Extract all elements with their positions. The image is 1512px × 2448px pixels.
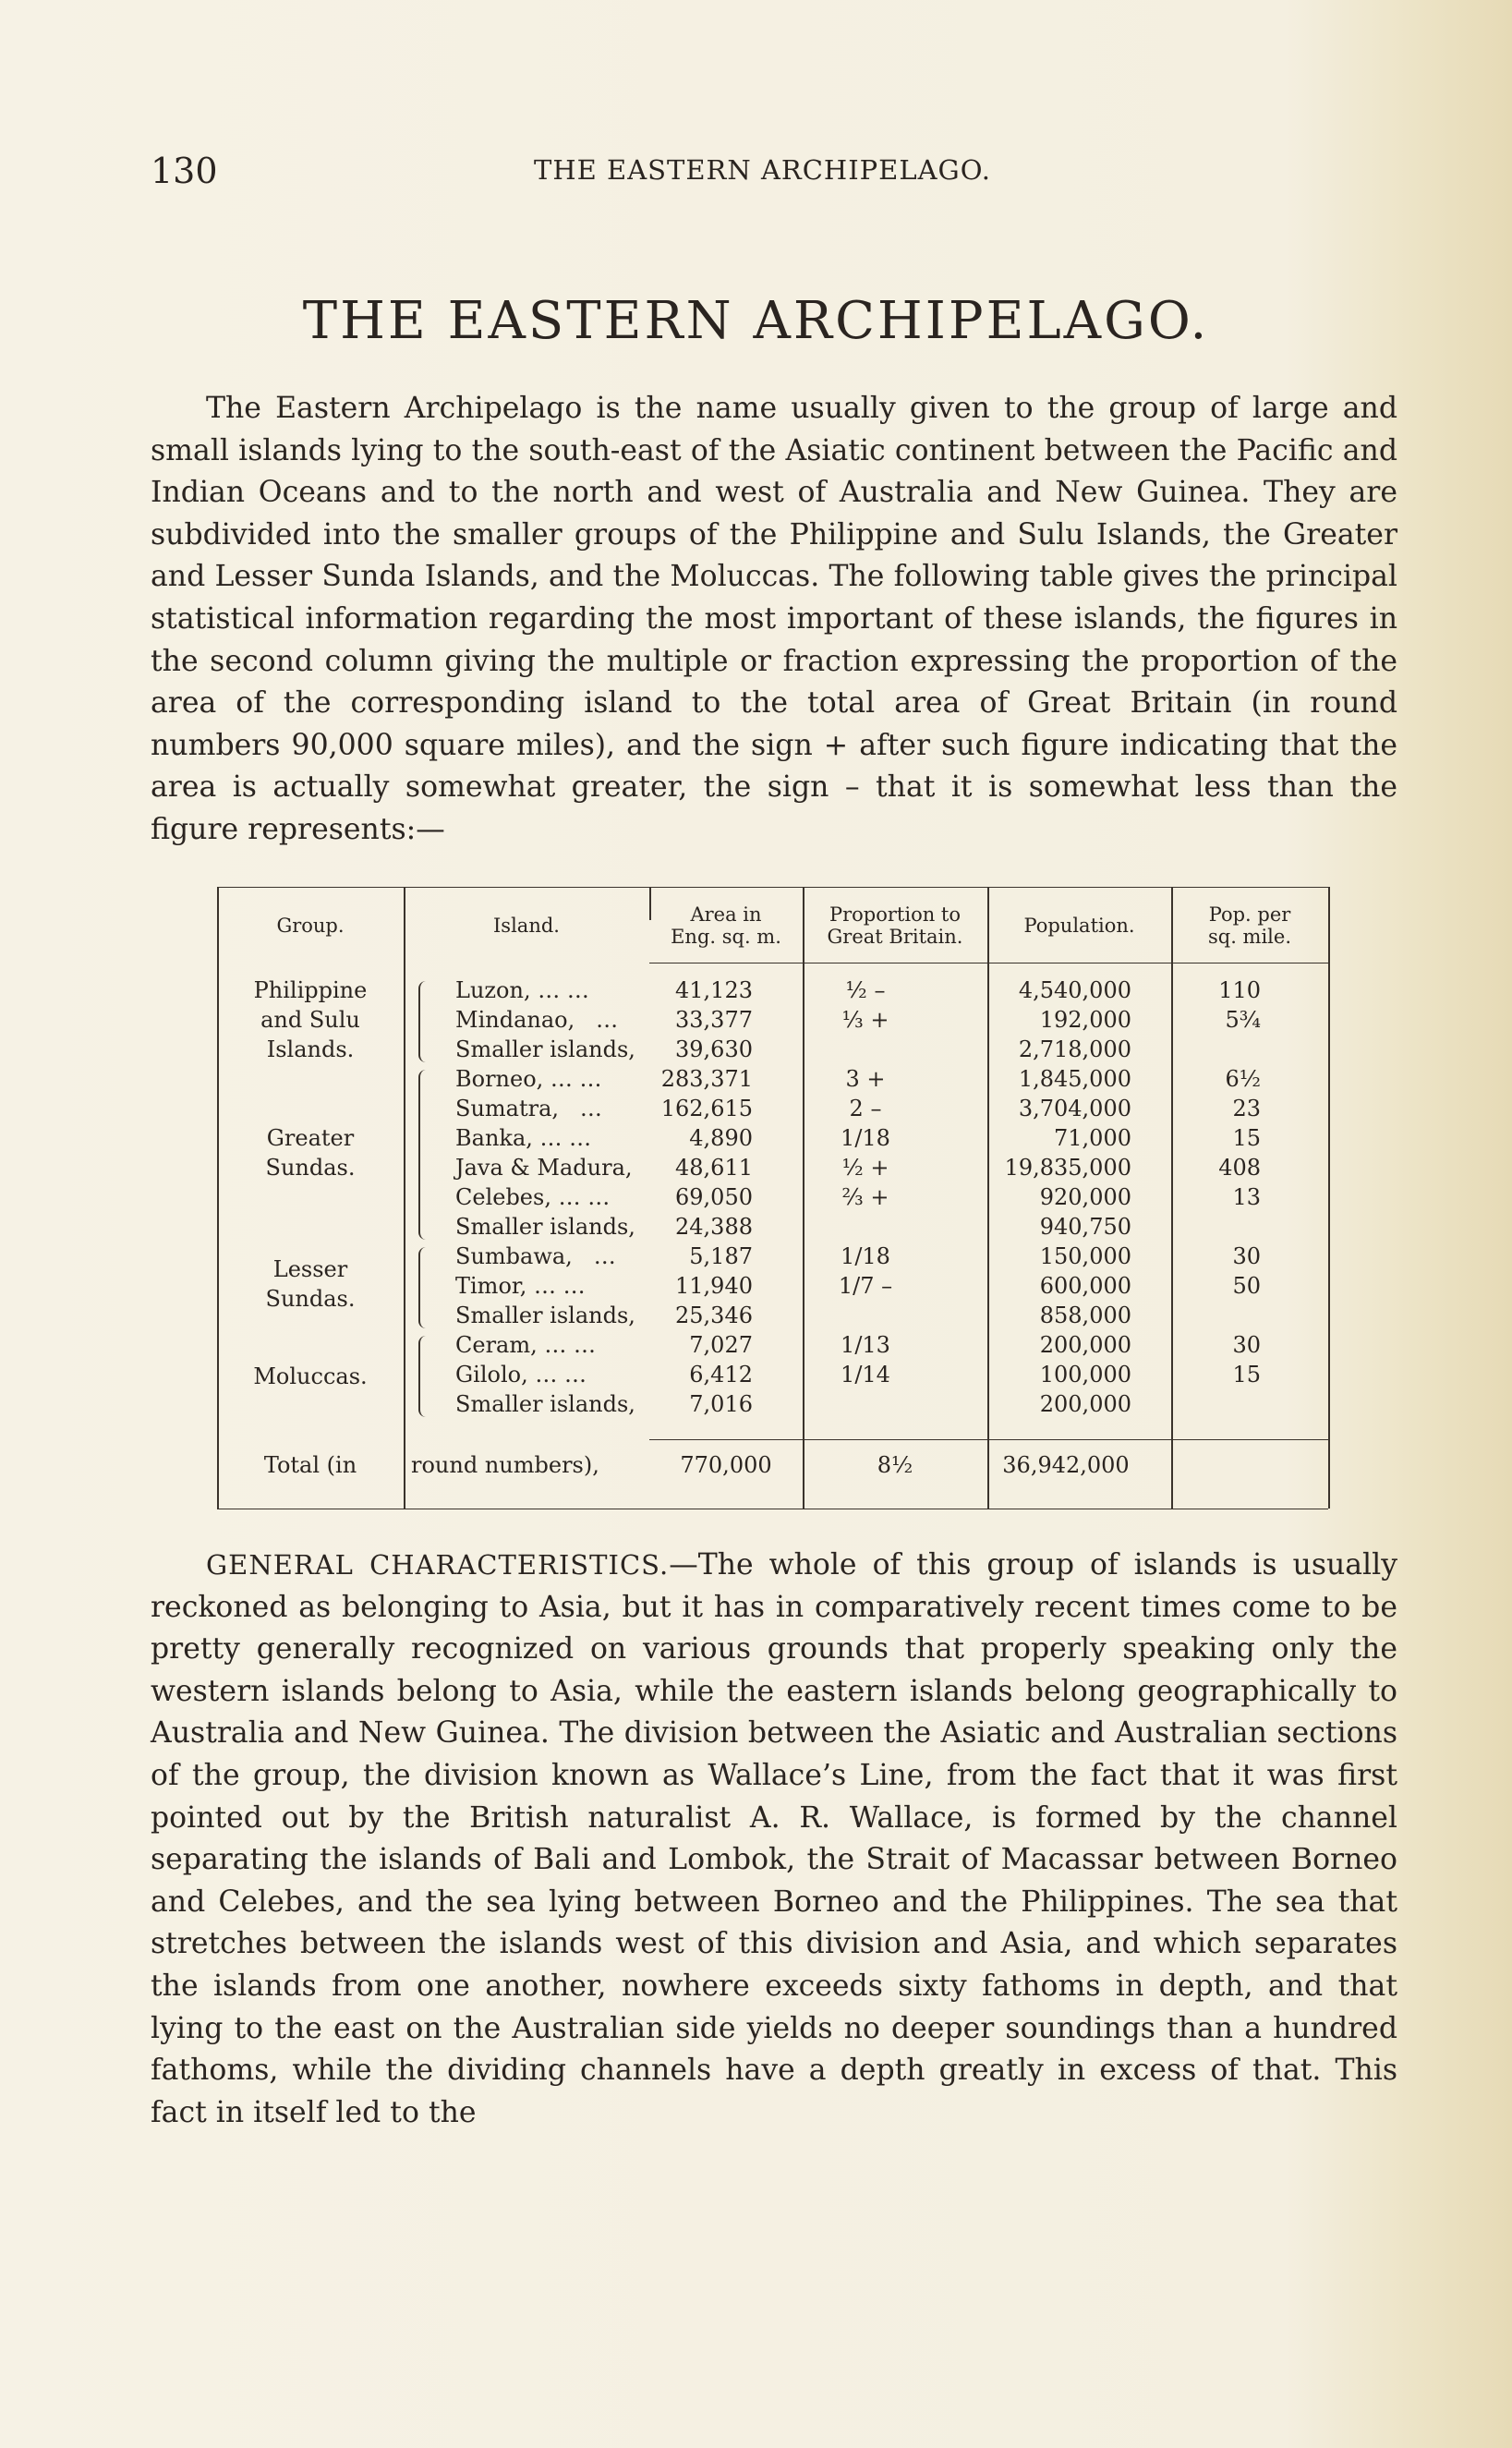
proportion-cell: 1/18 xyxy=(841,1243,890,1269)
proportion-cell: 1/18 xyxy=(841,1125,890,1151)
proportion-cell: ½ – xyxy=(845,977,886,1003)
island-cell: Java & Madura, xyxy=(455,1155,633,1181)
proportion-cell: ⅓ + xyxy=(841,1007,889,1033)
population-cell: 71,000 xyxy=(1054,1125,1131,1151)
density-cell: 30 xyxy=(1232,1332,1261,1358)
group-line: Sundas. xyxy=(265,1155,356,1181)
header-density-line: Pop. per xyxy=(1208,903,1291,926)
group-line: Lesser xyxy=(272,1256,348,1282)
header-area xyxy=(649,903,803,948)
table-row xyxy=(217,1330,1328,1360)
table-rule xyxy=(217,887,1328,888)
area-cell: 24,388 xyxy=(675,1214,753,1240)
area-cell: 4,890 xyxy=(689,1125,753,1151)
island-cell: Mindanao, … xyxy=(455,1007,619,1033)
area-cell: 25,346 xyxy=(675,1303,753,1328)
population-cell: 100,000 xyxy=(1039,1362,1131,1388)
population-cell: 192,000 xyxy=(1039,1007,1131,1033)
group-line: Sundas. xyxy=(265,1286,356,1312)
intro-paragraph: The Eastern Archipelago is the name usually given to the group of large and small islands lying to the south-east of the Asiatic continent between the Pacific and Indian Oceans and to the north and west of Australia and New Guinea. They are subdivided into the smaller groups of the Philippine and Sulu Islands, the Greater and Lesser Sunda Islands, and the Moluccas. The following table gives the principal statistical information regarding the most important of these islands, the figures in the second column giving the multiple or fraction expressing the proportion of the area of the corresponding island to the total area of Great Britain (in round numbers 90,000 square miles), and the sign + after such figure indicating that the area is actually somewhat greater, the sign – that it is somewhat less than the figure represents:— xyxy=(151,392,1397,846)
group-line: Greater xyxy=(266,1125,355,1151)
table-row xyxy=(217,1242,1328,1271)
island-cell: Sumatra, … xyxy=(455,1096,602,1121)
area-cell: 7,027 xyxy=(689,1332,753,1358)
running-head xyxy=(151,151,1397,197)
population-cell: 2,718,000 xyxy=(1018,1036,1131,1062)
island-cell: Celebes, … … xyxy=(455,1184,611,1210)
header-density-line: sq. mile. xyxy=(1207,926,1292,948)
group-line: Islands. xyxy=(266,1036,355,1062)
table-row xyxy=(217,1212,1328,1242)
island-cell: Timor, … … xyxy=(455,1273,586,1299)
island-cell: Sumbawa, … xyxy=(455,1243,616,1269)
total-proportion: 8½ xyxy=(877,1452,913,1478)
population-cell: 200,000 xyxy=(1039,1332,1131,1358)
table-row xyxy=(217,1094,1328,1123)
statistics-table xyxy=(217,887,1328,1509)
section-text: —The whole of this group of islands is usually reckoned as belonging to Asia, but it has in comparatively recent times come to be pretty generally recognized on various grounds that properly speaking only the western islands belong to Asia, while the eastern islands belong geographically to Australia and New Guinea. The division between the Asiatic and Australian sections of the group, the division known as Wallace’s Line, from the fact that it was first pointed out by the British naturalist A. R. Wallace, is formed by the channel separating the islands of Bali and Lombok, the Strait of Macassar between Borneo and Celebes, and the sea lying between Borneo and the Philippines. The sea that stretches between the islands west of this division and Asia, and which separates the islands from one another, nowhere exceeds sixty fathoms in depth, and that lying to the east on the Australian side yields no deeper soundings than a hundred fathoms, while the dividing channels have a depth greatly in excess of that. This fact in itself led to the xyxy=(151,1548,1397,2129)
density-cell: 408 xyxy=(1218,1155,1261,1181)
total-area: 770,000 xyxy=(680,1452,772,1478)
group-line: and Sulu xyxy=(260,1007,360,1033)
area-cell: 69,050 xyxy=(675,1184,753,1210)
table-row xyxy=(217,1005,1328,1035)
header-island: Island. xyxy=(493,915,560,937)
island-cell: Luzon, … … xyxy=(455,977,589,1003)
area-cell: 11,940 xyxy=(675,1273,753,1299)
header-proportion-line: Proportion to xyxy=(829,903,962,926)
table-row xyxy=(217,1064,1328,1094)
group-line: Philippine xyxy=(253,977,368,1003)
header-density xyxy=(1171,903,1328,948)
density-cell: 15 xyxy=(1232,1362,1261,1388)
proportion-cell: 2 – xyxy=(849,1096,882,1121)
chapter-title: THE EASTERN ARCHIPELAGO. xyxy=(302,291,1210,351)
area-cell: 6,412 xyxy=(689,1362,753,1388)
area-cell: 41,123 xyxy=(675,977,753,1003)
table-row xyxy=(217,1389,1328,1419)
island-cell: Borneo, … … xyxy=(455,1066,602,1092)
density-cell: 6½ xyxy=(1225,1066,1261,1092)
section-heading: GENERAL CHARACTERISTICS. xyxy=(206,1549,670,1581)
table-row xyxy=(217,1301,1328,1330)
proportion-cell: 1/14 xyxy=(841,1362,890,1388)
area-cell: 48,611 xyxy=(675,1155,753,1181)
density-cell: 13 xyxy=(1232,1184,1261,1210)
table-rule xyxy=(1328,887,1330,1509)
header-area-line: Area in xyxy=(690,903,762,926)
area-cell: 5,187 xyxy=(689,1243,753,1269)
table-row xyxy=(217,1153,1328,1182)
density-cell: 50 xyxy=(1232,1273,1261,1299)
proportion-cell: 1/7 – xyxy=(838,1273,893,1299)
area-cell: 283,371 xyxy=(660,1066,753,1092)
header-proportion xyxy=(803,903,987,948)
island-cell: Gilolo, … … xyxy=(455,1362,587,1388)
population-cell: 600,000 xyxy=(1039,1273,1131,1299)
density-cell: 23 xyxy=(1232,1096,1261,1121)
table-row xyxy=(217,1123,1328,1153)
density-cell: 110 xyxy=(1218,977,1261,1003)
header-proportion-line: Great Britain. xyxy=(827,926,963,948)
proportion-cell: ½ + xyxy=(841,1155,889,1181)
area-cell: 33,377 xyxy=(675,1007,753,1033)
table-row xyxy=(217,1360,1328,1389)
population-cell: 150,000 xyxy=(1039,1243,1131,1269)
table-row xyxy=(217,976,1328,1005)
total-label-a: Total (in xyxy=(263,1452,357,1478)
island-cell: Smaller islands, xyxy=(455,1036,635,1062)
area-cell: 39,630 xyxy=(675,1036,753,1062)
proportion-cell: ⅔ + xyxy=(841,1184,889,1210)
proportion-cell: 1/13 xyxy=(841,1332,890,1358)
density-cell: 5¾ xyxy=(1225,1007,1261,1033)
table-row xyxy=(217,1035,1328,1064)
total-label-b: round numbers), xyxy=(411,1452,599,1478)
proportion-cell: 3 + xyxy=(845,1066,886,1092)
density-cell: 30 xyxy=(1232,1243,1261,1269)
table-row xyxy=(217,1182,1328,1212)
general-characteristics-paragraph xyxy=(151,1545,1397,2134)
total-population: 36,942,000 xyxy=(1002,1452,1130,1478)
island-cell: Banka, … … xyxy=(455,1125,592,1151)
population-cell: 200,000 xyxy=(1039,1391,1131,1417)
population-cell: 3,704,000 xyxy=(1018,1096,1131,1121)
density-cell: 15 xyxy=(1232,1125,1261,1151)
population-cell: 920,000 xyxy=(1039,1184,1131,1210)
island-cell: Smaller islands, xyxy=(455,1214,635,1240)
table-rule xyxy=(649,1439,1328,1440)
header-area-line: Eng. sq. m. xyxy=(671,926,781,948)
population-cell: 858,000 xyxy=(1039,1303,1131,1328)
header-population: Population. xyxy=(1023,915,1135,937)
population-cell: 1,845,000 xyxy=(1018,1066,1131,1092)
group-line: Moluccas. xyxy=(253,1363,368,1389)
area-cell: 7,016 xyxy=(689,1391,753,1417)
island-cell: Smaller islands, xyxy=(455,1391,635,1417)
island-cell: Ceram, … … xyxy=(455,1332,596,1358)
table-row xyxy=(217,1271,1328,1301)
page-number: 130 xyxy=(151,151,218,191)
area-cell: 162,615 xyxy=(660,1096,753,1121)
population-cell: 940,750 xyxy=(1039,1214,1131,1240)
running-title: THE EASTERN ARCHIPELAGO. xyxy=(534,154,991,186)
island-cell: Smaller islands, xyxy=(455,1303,635,1328)
population-cell: 19,835,000 xyxy=(1004,1155,1131,1181)
total-row xyxy=(217,1450,1328,1480)
population-cell: 4,540,000 xyxy=(1018,977,1131,1003)
header-group: Group. xyxy=(276,915,345,937)
